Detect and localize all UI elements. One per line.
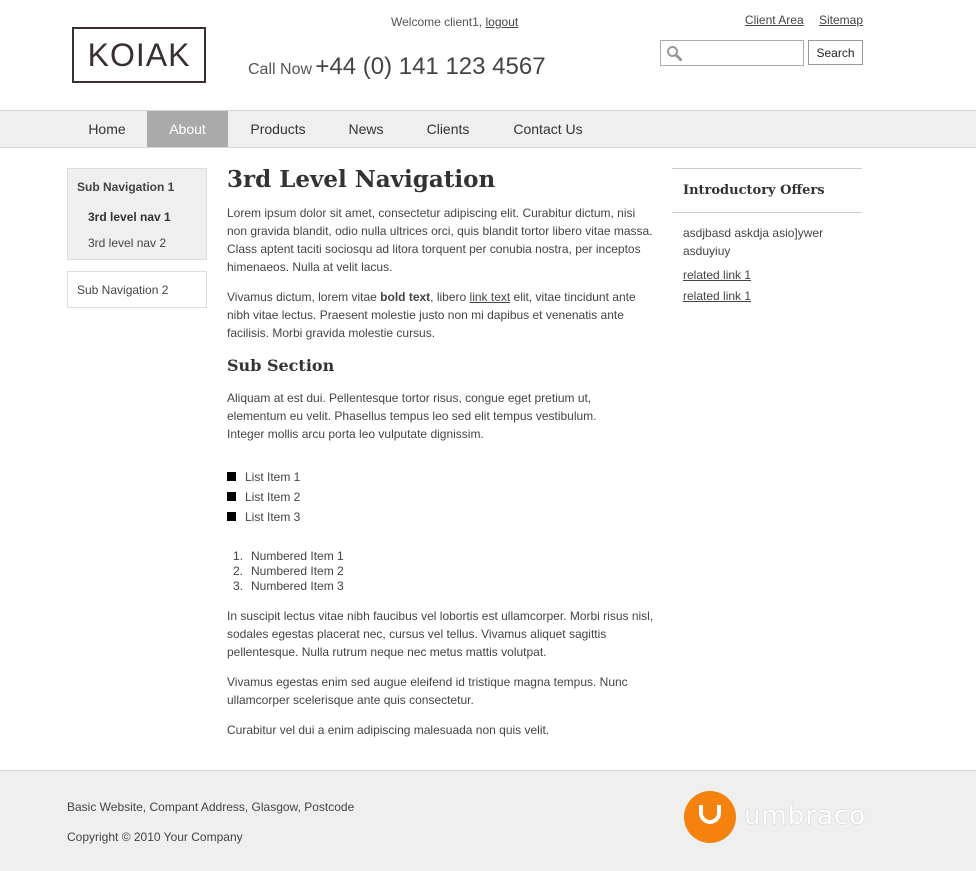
numbered-marker: 2. [233,564,244,578]
paragraph-4: In suscipit lectus vitae nibh faucibus vel lobortis est ullamcorper. Morbi risus nisl, sodales egestas placerat nec, cursus vel tellus. Vivamus aliquet sagittis pellentesque. Nulla rutrum neque nec metus mattis volutpat. [227,609,654,659]
nav-contact-us[interactable]: Contact Us [513,121,583,137]
list-item-text: List Item 2 [245,490,301,504]
sub-navigation-1 [67,168,207,260]
numbered-marker: 3. [233,579,244,593]
sub-section-title: Sub Section [227,356,335,375]
main-nav [0,110,976,148]
umbraco-logo[interactable] [684,791,867,843]
nav-home[interactable]: Home [88,121,126,137]
site-header [0,0,976,110]
paragraph-5: Vivamus egestas enim sed augue eleifend id tristique magna tempus. Nunc ullamcorper scelerisque ante quis consectetur. [227,675,628,707]
logo-text: KOIAK [87,36,191,73]
third-level-nav-2[interactable]: 3rd level nav 2 [88,236,167,250]
related-link[interactable]: related link 1 [683,289,752,303]
site-footer [0,770,976,871]
footer-copyright: Copyright © 2010 Your Company [67,830,243,844]
sitemap-link[interactable]: Sitemap [818,13,863,27]
welcome-message [391,15,518,29]
nav-products[interactable]: Products [250,121,306,137]
paragraph-1: Lorem ipsum dolor sit amet, consectetur adipiscing elit. Curabitur dictum, nisi non gravida blandit, odio nulla ultrices orci, quis blandit tortor libero vitae massa. Class aptent taciti sociosqu ad litora torquent per conubia nostra, per inceptos himenaeos. Nulla at velit lacus. [227,206,653,274]
call-now-label: Call Now [248,61,313,78]
welcome-text: Welcome client1, [391,15,483,29]
numbered-item-text: Numbered Item 3 [251,579,344,593]
search-button[interactable]: Search [808,40,863,65]
umbraco-u-icon [699,805,721,824]
sub-navigation-1-title[interactable]: Sub Navigation 1 [77,180,175,194]
nav-about[interactable]: About [147,111,228,147]
sub-navigation-2[interactable] [67,271,207,308]
umbraco-wordmark: umbraco [744,801,867,831]
related-link[interactable]: related link 1 [683,268,752,282]
nav-clients[interactable]: Clients [426,121,470,137]
offers-description: asdjbasd askdja asio]ywer asduyiuy [683,226,824,258]
client-area-link[interactable]: Client Area [744,13,804,27]
paragraph-3: Aliquam at est dui. Pellentesque tortor risus, congue eget pretium ut, elementum eu velit. Phasellus tempus leo sed elit tempus vestibulum. Integer mollis arcu porta leo vulputate dignissim. [227,391,597,441]
bullet-square-icon [227,472,236,481]
search-icon [666,45,682,61]
offers-divider [672,212,862,213]
p2-start: Vivamus dictum, lorem vitae [227,290,381,304]
logout-link[interactable]: logout [485,15,519,29]
offers-title: Introductory Offers [683,183,825,198]
paragraph-6: Curabitur vel dui a enim adipiscing malesuada non quis velit. [227,723,550,737]
p2-mid: , libero [430,290,470,304]
call-now [248,53,546,81]
bullet-square-icon [227,512,236,521]
footer-address: Basic Website, Compant Address, Glasgow, Postcode [67,800,355,814]
paragraph-2 [227,288,655,342]
bold-text: bold text [380,290,431,304]
numbered-item-text: Numbered Item 2 [251,564,344,578]
nav-news[interactable]: News [348,121,384,137]
numbered-marker: 1. [233,549,244,563]
numbered-item-text: Numbered Item 1 [251,549,344,563]
p2-end: elit, vitae tincidunt ante nibh vitae lectus. Praesent molestie justo non mi dapibus et venenatis ante facilisis. Morbi gravida molestie cursus. [227,290,636,340]
list-item-text: List Item 1 [245,470,301,484]
site-logo[interactable] [72,27,206,83]
top-links [733,13,863,27]
third-level-nav-1[interactable]: 3rd level nav 1 [88,210,171,224]
inline-link[interactable]: link text [469,290,511,304]
bullet-square-icon [227,492,236,501]
offers-top-divider [672,168,862,169]
sub-navigation-2-title: Sub Navigation 2 [77,283,169,297]
search-input[interactable] [660,40,804,66]
page-title: 3rd Level Navigation [227,166,496,193]
phone-number: +44 (0) 141 123 4567 [315,53,546,80]
list-item-text: List Item 3 [245,510,301,524]
umbraco-logo-icon [684,791,736,843]
